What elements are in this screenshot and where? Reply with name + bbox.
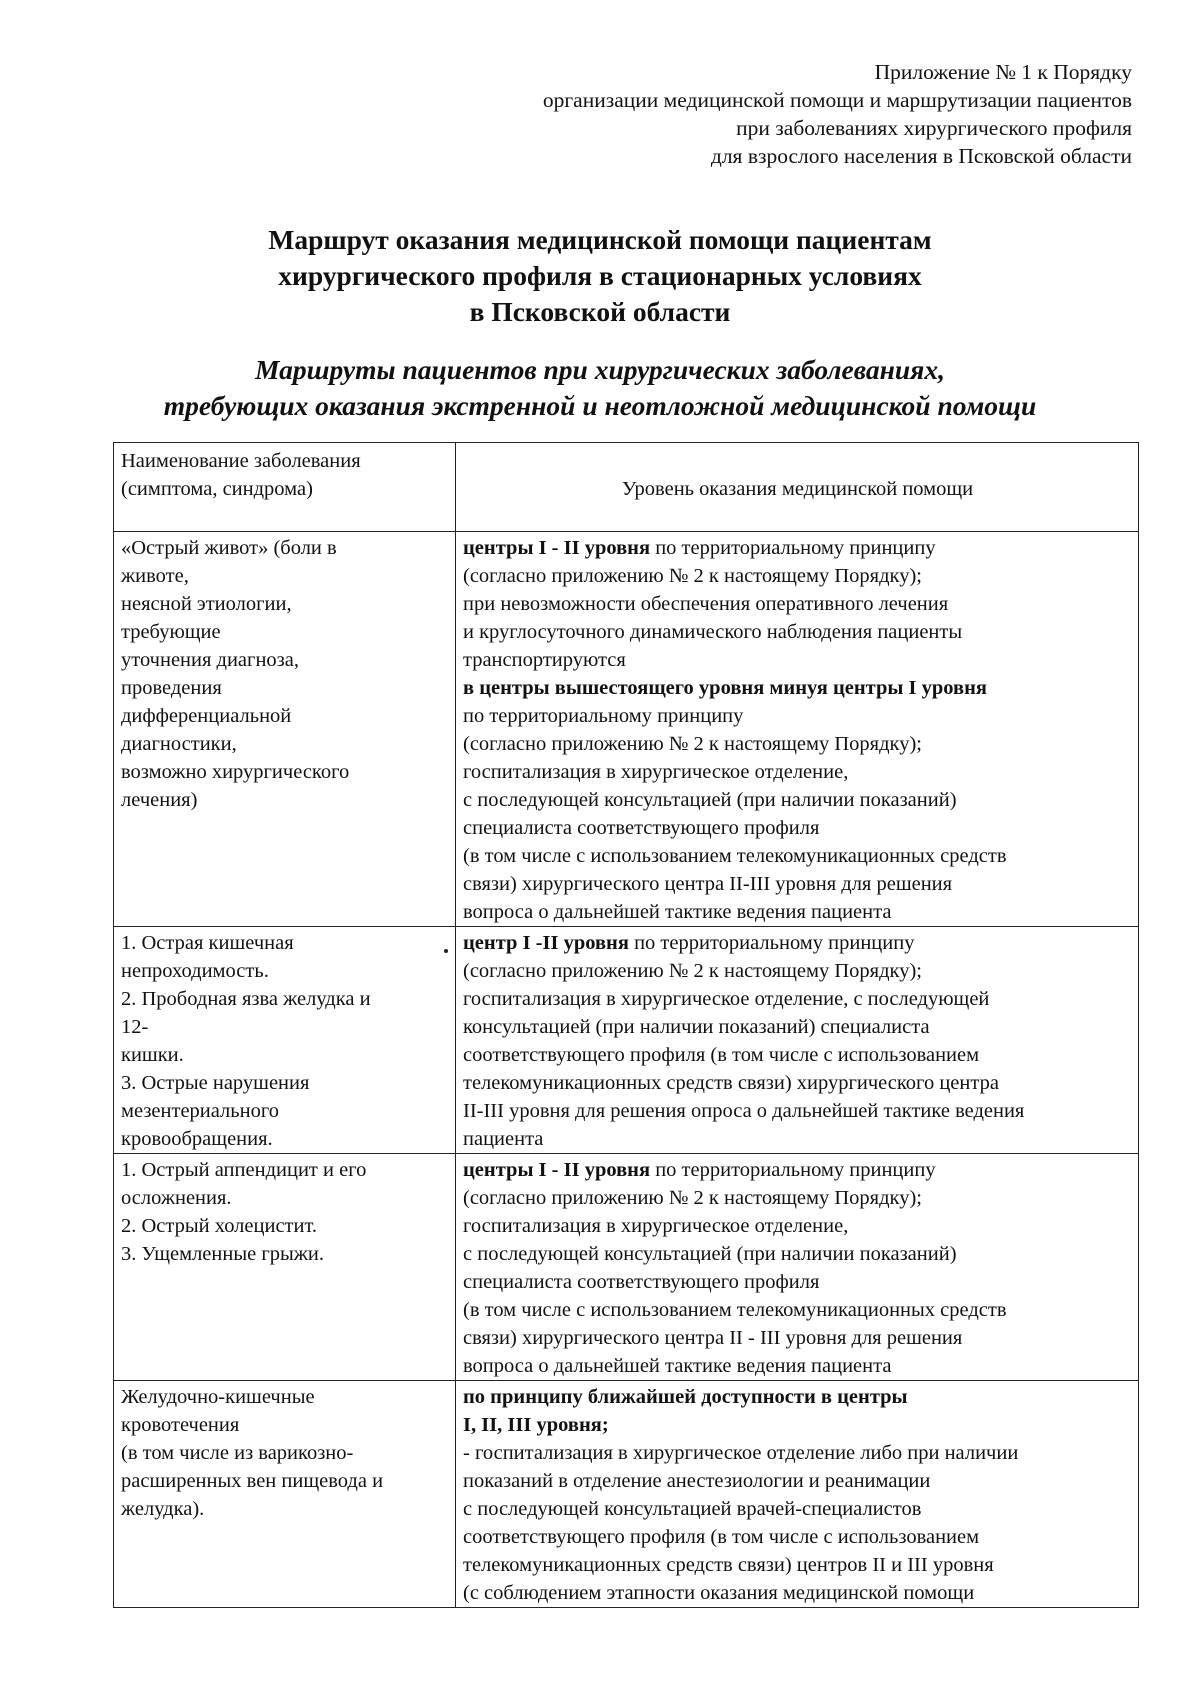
disease-line: кровообращения. [121,1128,273,1150]
level-line-text: госпитализация в хирургическое отделение, с последующей [463,988,990,1010]
level-line [463,1439,1132,1467]
table-row [114,927,1139,1154]
level-line [463,1125,1132,1153]
level-line-text: - госпитализация в хирургическое отделение либо при наличии [463,1442,1019,1464]
level-line [463,590,1132,618]
level-line [463,1041,1132,1069]
level-line-text: транспортируются [463,649,626,671]
subtitle-line: требующих оказания экстренной и неотложной медицинской помощи [163,390,1037,421]
level-line [463,1523,1132,1551]
level-line-text: с последующей консультацией врачей-специалистов [463,1498,922,1520]
disease-line: осложнения. [121,1187,232,1209]
level-line-text: показаний в отделение анестезиологии и реанимации [463,1470,931,1492]
level-line-text: специалиста соответствующего профиля [463,817,820,839]
level-cell [456,1381,1139,1608]
level-line [463,1551,1132,1579]
level-line-text: вопроса о дальнейшей тактике ведения пациента [463,1355,892,1377]
level-line [463,1467,1132,1495]
disease-line: Желудочно-кишечные [121,1386,315,1408]
level-line-bold: по принципу ближайшей доступности в центры [463,1386,908,1408]
table-row [114,1381,1139,1608]
appendix-line: Приложение № 1 к Порядку [874,60,1132,84]
level-line-text: с последующей консультацией (при наличии показаний) [463,789,957,811]
level-line [463,1411,1132,1439]
level-line [463,674,1132,702]
level-line-bold: центры I - II уровня [463,1159,651,1181]
disease-line: 3. Ущемленные грыжи. [121,1243,325,1265]
level-line [463,1268,1132,1296]
level-cell [456,927,1139,1154]
disease-line: кровотечения [121,1414,240,1436]
disease-line: (в том числе из варикозно- [121,1442,354,1464]
level-line-text: (согласно приложению № 2 к настоящему Порядку); [463,960,922,982]
level-line-text: госпитализация в хирургическое отделение, [463,761,849,783]
disease-cell [114,927,456,1154]
disease-line: непроходимость. [121,960,269,982]
level-line [463,702,1132,730]
header-disease-line: (симптома, синдрома) [121,478,313,500]
disease-line: расширенных вен пищевода и [121,1470,384,1492]
header-disease-line: Наименование заболевания [121,450,361,472]
level-line [463,646,1132,674]
disease-line: 2. Прободная язва желудка и [121,988,371,1010]
appendix-note [543,58,1132,170]
level-line [463,898,1132,926]
subtitle-line: Маршруты пациентов при хирургических заболеваниях, [255,354,945,385]
level-line [463,814,1132,842]
level-line-text: (согласно приложению № 2 к настоящему Порядку); [463,565,922,587]
appendix-line: для взрослого населения в Псковской области [710,144,1132,168]
level-line-text: специалиста соответствующего профиля [463,1271,820,1293]
level-line-text: телекомуникационных средств связи) центров II и III уровня [463,1554,994,1576]
disease-line: требующие [121,621,221,643]
table-header-row [114,443,1139,532]
level-line-text: по территориальному принципу [650,537,936,559]
level-cell [456,1154,1139,1381]
level-line-text: (в том числе с использованием телекомуникационных средств [463,1299,1007,1321]
level-line [463,985,1132,1013]
level-line [463,618,1132,646]
disease-cell [114,1381,456,1608]
level-line-text: (согласно приложению № 2 к настоящему Порядку); [463,1187,922,1209]
level-line [463,786,1132,814]
level-line [463,1579,1132,1607]
table-row [114,1154,1139,1381]
level-line [463,1352,1132,1380]
disease-line: 3. Острые нарушения [121,1072,310,1094]
table-row [114,532,1139,927]
level-line [463,1324,1132,1352]
title-line: хирургического профиля в стационарных условиях [278,260,922,291]
level-line [463,1296,1132,1324]
disease-line: желудка). [121,1498,205,1520]
level-line-bold: I, II, III уровня; [463,1414,609,1436]
level-line [463,842,1132,870]
appendix-line: при заболеваниях хирургического профиля [736,116,1132,140]
level-line [463,870,1132,898]
level-line [463,1495,1132,1523]
level-line-text: телекомуникационных средств связи) хирургического центра [463,1072,999,1094]
level-line [463,929,1132,957]
disease-line: 1. Острый аппендицит и его [121,1159,367,1181]
level-line-text: при невозможности обеспечения оперативного лечения [463,593,949,615]
level-line [463,1069,1132,1097]
header-level: Уровень оказания медицинской помощи [456,443,1139,532]
level-line [463,957,1132,985]
level-line-text: госпитализация в хирургическое отделение, [463,1215,849,1237]
disease-line: 1. Острая кишечная [121,932,294,954]
disease-cell [114,1154,456,1381]
level-line [463,1097,1132,1125]
title-line: Маршрут оказания медицинской помощи пациентам [268,224,932,255]
level-line [463,562,1132,590]
disease-line: проведения [121,677,222,699]
level-line-bold: центр I -II уровня [463,932,629,954]
document-subtitle [0,352,1200,424]
level-line-text: консультацией (при наличии показаний) специалиста [463,1016,930,1038]
disease-cell [114,532,456,927]
scan-mark [444,949,448,953]
level-line [463,730,1132,758]
level-line-text: пациента [463,1128,544,1150]
level-line-text: по территориальному принципу [463,705,744,727]
header-disease [114,443,456,532]
title-line: в Псковской области [469,296,731,327]
level-line [463,1156,1132,1184]
level-line-text: (в том числе с использованием телекомуникационных средств [463,845,1007,867]
disease-line: 2. Острый холецистит. [121,1215,318,1237]
level-line-text: соответствующего профиля (в том числе с использованием [463,1044,980,1066]
document-title [0,222,1200,330]
disease-line: мезентериального [121,1100,279,1122]
level-cell [456,532,1139,927]
disease-line: уточнения диагноза, [121,649,299,671]
level-line [463,758,1132,786]
level-line-text: связи) хирургического центра II-III уровня для решения [463,873,953,895]
level-line-text: (согласно приложению № 2 к настоящему Порядку); [463,733,922,755]
level-line-text: по территориальному принципу [650,1159,936,1181]
level-line-text: с последующей консультацией (при наличии показаний) [463,1243,957,1265]
disease-line: диагностики, [121,733,237,755]
level-line [463,1240,1132,1268]
disease-line: неясной этиологии, [121,593,292,615]
level-line-text: соответствующего профиля (в том числе с использованием [463,1526,980,1548]
disease-line: возможно хирургического [121,761,350,783]
disease-line: кишки. [121,1044,184,1066]
appendix-line: организации медицинской помощи и маршрутизации пациентов [542,88,1132,112]
disease-line: лечения) [121,789,198,811]
level-line-text: связи) хирургического центра II - III уровня для решения [463,1327,963,1349]
level-line-text: и круглосуточного динамического наблюдения пациенты [463,621,963,643]
disease-line: дифференциальной [121,705,292,727]
disease-line: «Острый живот» (боли в [121,537,337,559]
level-line-text: вопроса о дальнейшей тактике ведения пациента [463,901,892,923]
level-line-bold: центры I - II уровня [463,537,651,559]
level-line-text: II-III уровня для решения опроса о дальнейшей тактике ведения [463,1100,1025,1122]
level-line [463,1013,1132,1041]
level-line [463,1383,1132,1411]
level-line [463,534,1132,562]
level-line-text: по территориальному принципу [628,932,915,954]
level-line-bold: в центры вышестоящего уровня минуя центры I уровня [463,677,988,699]
disease-line: животе, [121,565,189,587]
routes-table [113,442,1139,1608]
disease-line: 12- [121,1016,149,1038]
level-line-text: (с соблюдением этапности оказания медицинской помощи [463,1582,975,1604]
level-line [463,1212,1132,1240]
level-line [463,1184,1132,1212]
